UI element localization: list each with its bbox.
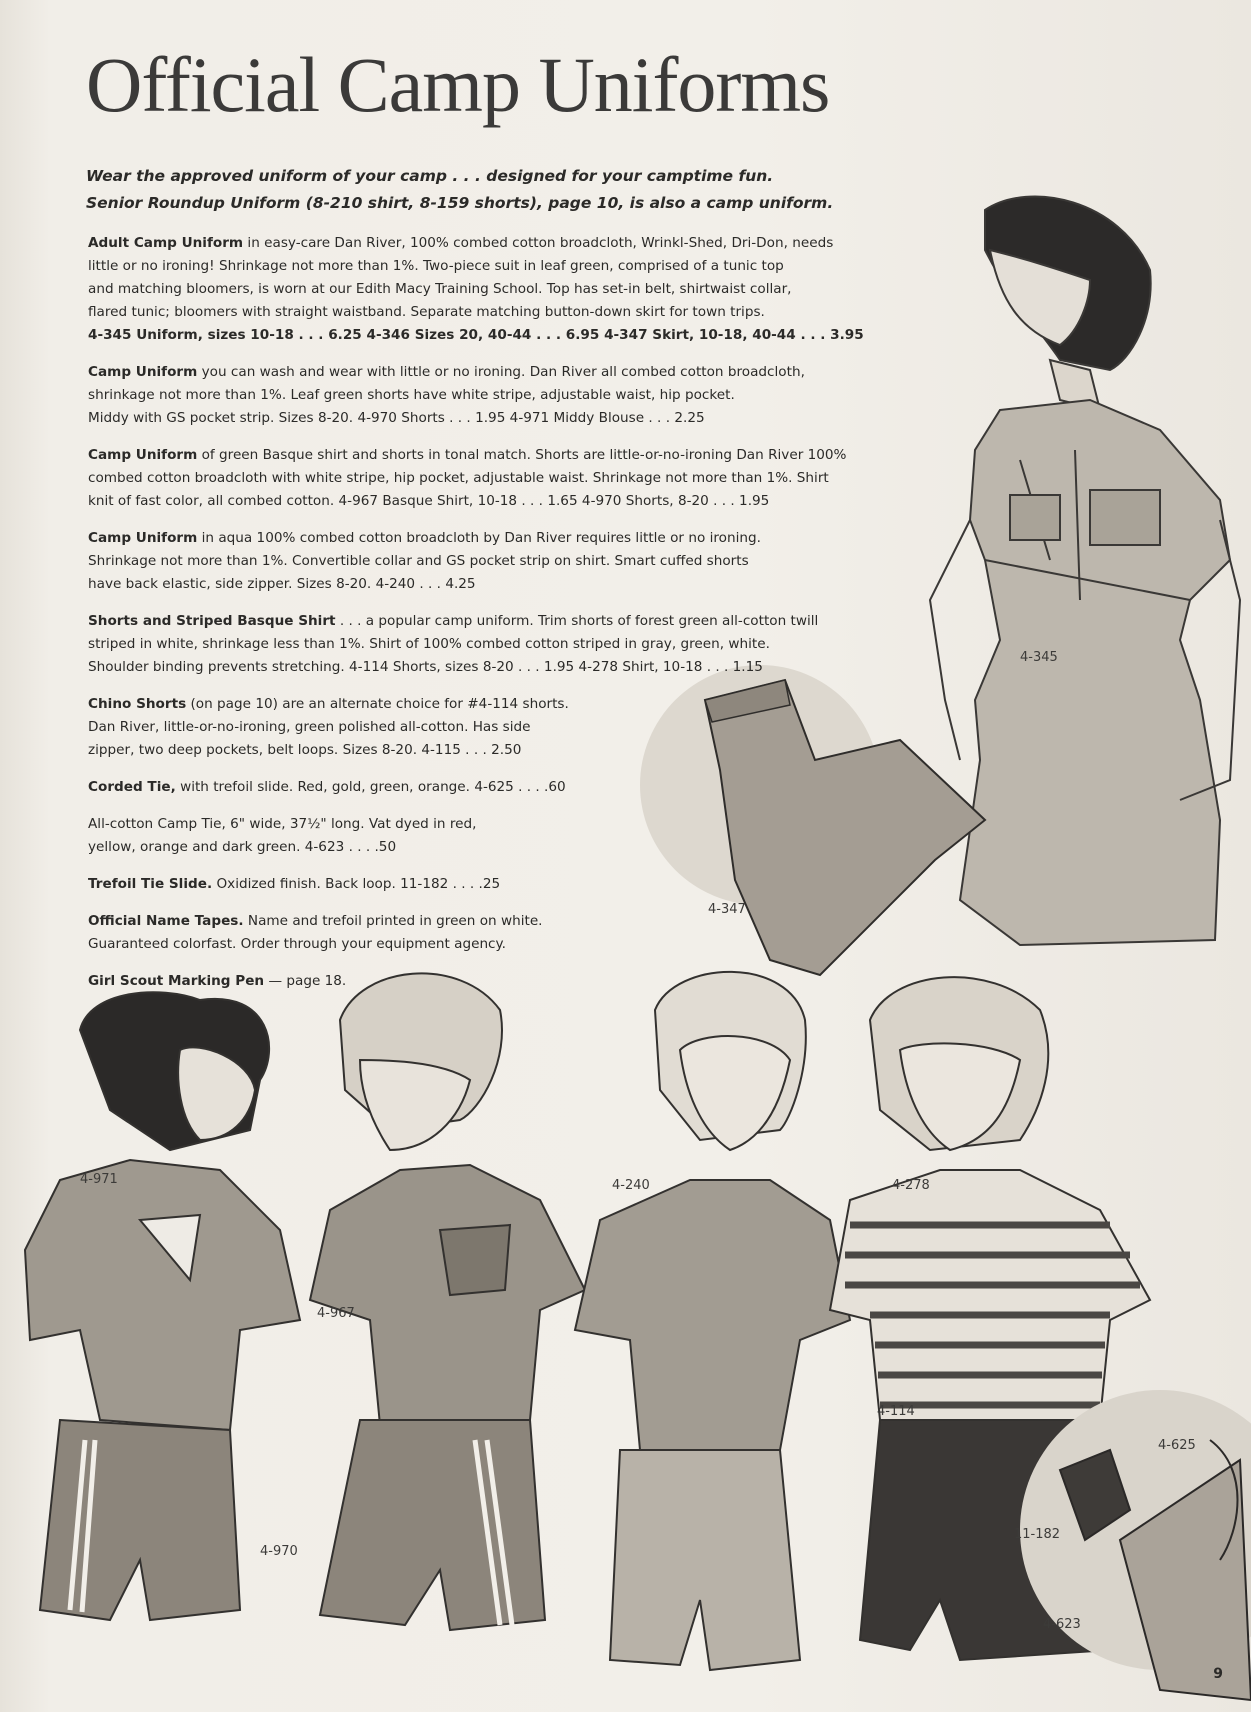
lead-striped-basque: Shorts and Striped Basque Shirt <box>88 613 336 629</box>
para-line: flared tunic; bloomers with straight waistband. Separate matching button-down skirt for town trips. <box>88 304 765 320</box>
para-line: (on page 10) are an alternate choice for #4-114 shorts. <box>186 696 569 712</box>
para-line: Name and trefoil printed in green on white. <box>243 913 543 929</box>
product-descriptions <box>88 232 958 1007</box>
para-line: with trefoil slide. Red, gold, green, orange. 4-625 . . . .60 <box>175 779 566 795</box>
paragraph-camp-tie <box>88 813 958 859</box>
girl-4-971-illustration <box>25 992 300 1620</box>
label-4-967: 4-967 <box>317 1306 355 1321</box>
label-4-625: 4-625 <box>1158 1438 1196 1453</box>
para-line: shrinkage not more than 1%. Leaf green shorts have white stripe, adjustable waist, hip pocket. <box>88 387 735 403</box>
girl-4-240-illustration <box>575 972 850 1670</box>
paragraph-camp-uniform-shorts-middy <box>88 361 958 430</box>
para-line: Dan River, little-or-no-ironing, green polished all-cotton. Has side <box>88 719 531 735</box>
para-line: knit of fast color, all combed cotton. 4-967 Basque Shirt, 10-18 . . . 1.65 4-970 Shorts, 8-20 . . . 1.95 <box>88 493 770 509</box>
para-line: Guaranteed colorfast. Order through your equipment agency. <box>88 936 506 952</box>
para-line: Shrinkage not more than 1%. Convertible collar and GS pocket strip on shirt. Smart cuffed shorts <box>88 553 749 569</box>
paragraph-chino-shorts <box>88 693 958 762</box>
paragraph-trefoil-tie-slide <box>88 873 958 896</box>
para-line: . . . a popular camp uniform. Trim shorts of forest green all-cotton twill <box>335 613 819 629</box>
label-4-623: 4-623 <box>1043 1617 1081 1632</box>
page-number: 9 <box>1213 1666 1223 1682</box>
paragraph-camp-uniform-basque <box>88 444 958 513</box>
label-4-971: 4-971 <box>80 1172 118 1187</box>
lead-marking-pen: Girl Scout Marking Pen <box>88 973 265 989</box>
para-line: little or no ironing! Shrinkage not more than 1%. Two-piece suit in leaf green, comprised of a tunic top <box>88 258 784 274</box>
page-title: Official Camp Uniforms <box>86 41 830 128</box>
girl-4-967-illustration <box>310 973 585 1630</box>
intro-line-1: Wear the approved uniform of your camp . . . designed for your camptime fun. <box>86 167 774 185</box>
para-line: of green Basque shirt and shorts in tonal match. Shorts are little-or-no-ironing Dan River 100% <box>197 447 847 463</box>
label-4-345: 4-345 <box>1020 650 1058 665</box>
para-line: and matching bloomers, is worn at our Edith Macy Training School. Top has set-in belt, shirtwaist collar, <box>88 281 792 297</box>
lead-camp-uniform: Camp Uniform <box>88 530 198 546</box>
para-line: All-cotton Camp Tie, 6" wide, 37½" long. Vat dyed in red, <box>88 816 477 832</box>
paragraph-camp-uniform-aqua <box>88 527 958 596</box>
para-line: Oxidized finish. Back loop. 11-182 . . . .25 <box>212 876 501 892</box>
paragraph-adult-camp-uniform <box>88 232 958 347</box>
lead-trefoil-tie-slide: Trefoil Tie Slide. <box>88 876 213 892</box>
para-line: in easy-care Dan River, 100% combed cotton broadcloth, Wrinkl-Shed, Dri-Don, needs <box>243 235 834 251</box>
lead-corded-tie: Corded Tie, <box>88 779 176 795</box>
para-line: you can wash and wear with little or no ironing. Dan River all combed cotton broadcloth, <box>197 364 805 380</box>
para-line: — page 18. <box>264 973 347 989</box>
paragraph-marking-pen <box>88 970 958 993</box>
lead-chino-shorts: Chino Shorts <box>88 696 187 712</box>
para-line: Middy with GS pocket strip. Sizes 8-20. 4-970 Shorts . . . 1.95 4-971 Middy Blouse . . . 2.25 <box>88 410 705 426</box>
para-line: in aqua 100% combed cotton broadcloth by Dan River requires little or no ironing. <box>197 530 761 546</box>
para-line: combed cotton broadcloth with white stripe, hip pocket, adjustable waist. Shrinkage not more than 1%. Shirt <box>88 470 829 486</box>
paragraph-striped-basque <box>88 610 958 679</box>
intro-tagline <box>86 163 946 217</box>
label-4-347: 4-347 <box>708 902 746 917</box>
para-line: Shoulder binding prevents stretching. 4-114 Shorts, sizes 8-20 . . . 1.95 4-278 Shirt, 10-18 . . . 1.15 <box>88 659 763 675</box>
para-line: yellow, orange and dark green. 4-623 . . . .50 <box>88 839 397 855</box>
adult-uniform-illustration <box>930 197 1240 946</box>
lead-camp-uniform: Camp Uniform <box>88 364 198 380</box>
para-line: zipper, two deep pockets, belt loops. Sizes 8-20. 4-115 . . . 2.50 <box>88 742 522 758</box>
lead-adult-camp-uniform: Adult Camp Uniform <box>88 235 244 251</box>
label-4-278: 4-278 <box>892 1178 930 1193</box>
price-line: 4-345 Uniform, sizes 10-18 . . . 6.25 4-346 Sizes 20, 40-44 . . . 6.95 4-347 Skirt, 10-18, 40-44 . . . 3.95 <box>88 327 864 343</box>
label-4-240: 4-240 <box>612 1178 650 1193</box>
para-line: have back elastic, side zipper. Sizes 8-20. 4-240 . . . 4.25 <box>88 576 476 592</box>
paragraph-name-tapes <box>88 910 958 956</box>
label-11-182: 11-182 <box>1014 1527 1061 1542</box>
label-4-114: 4-114 <box>877 1404 915 1419</box>
lead-camp-uniform: Camp Uniform <box>88 447 198 463</box>
para-line: striped in white, shrinkage less than 1%. Shirt of 100% combed cotton striped in gray, green, white. <box>88 636 770 652</box>
paragraph-corded-tie <box>88 776 958 799</box>
label-4-970: 4-970 <box>260 1544 298 1559</box>
intro-line-2: Senior Roundup Uniform (8-210 shirt, 8-159 shorts), page 10, is also a camp uniform. <box>86 194 834 212</box>
lead-name-tapes: Official Name Tapes. <box>88 913 244 929</box>
